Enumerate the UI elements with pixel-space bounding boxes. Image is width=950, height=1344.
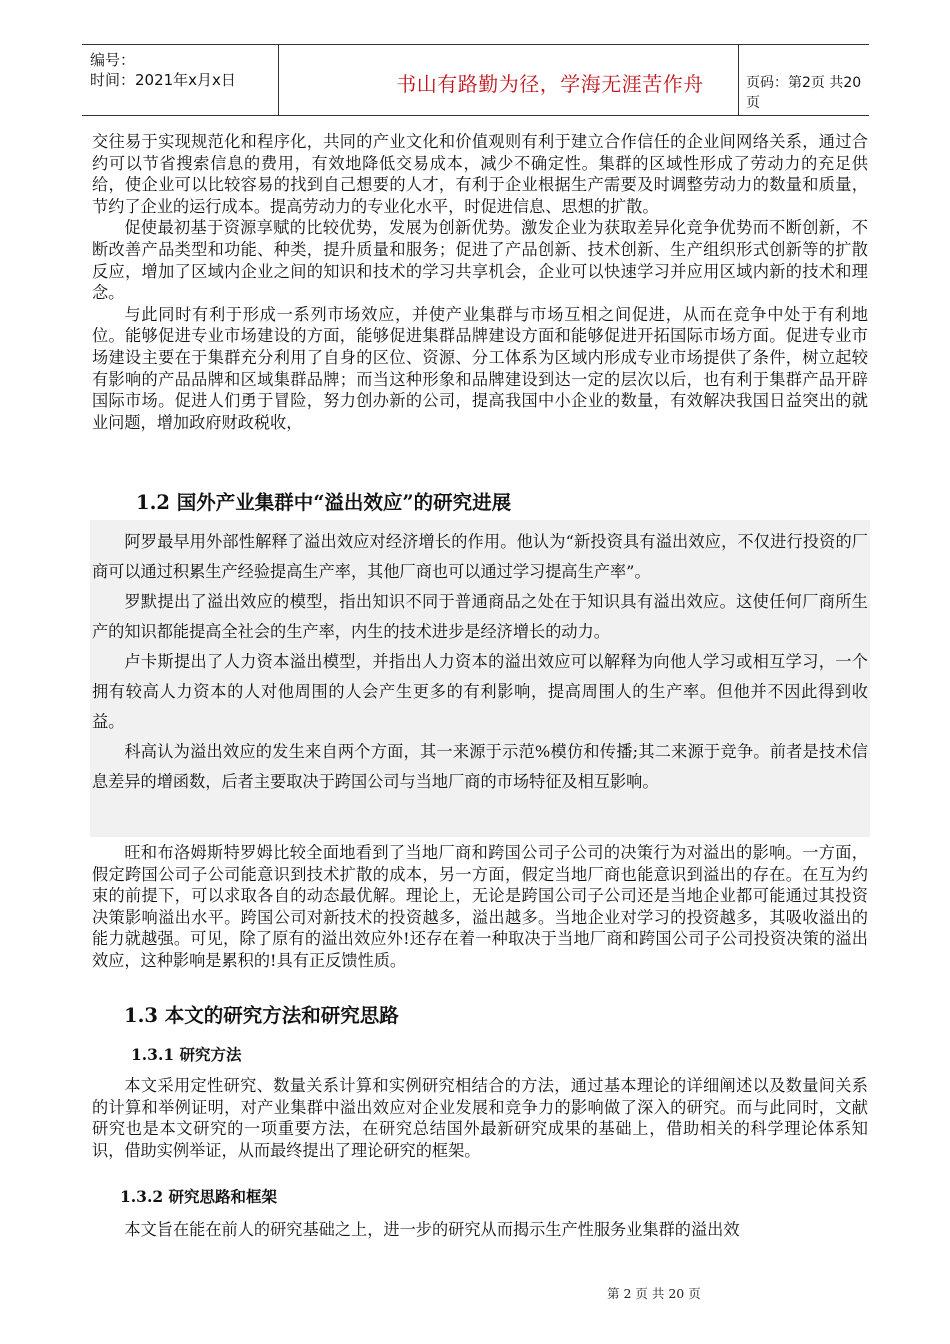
doc-code-label: 编号： [90,51,136,69]
header-motto: 书山有路勤为径，学海无涯苦作舟 [396,72,704,96]
header-page-info: 页码：第2页 共20页 [746,75,862,111]
paragraph: 旺和布洛姆斯特罗姆比较全面地看到了当地厂商和跨国公司子公司的决策行为对溢出的影响。一方面，假定跨国公司子公司能意识到技术扩散的成本，另一方面，假定当地厂商也能意识到溢出的存在。在互为约束的前提下，可以求取各自的动态最优解。理论上，无论是跨国公司子公司还是当地企业都可能通过其投资决策影响溢出水平。跨国公司对新技术的投资越多，溢出越多。当地企业对学习的投资越多，其吸收溢出的能力就越强。可见，除了原有的溢出效应外!还存在着一种取决于当地厂商和跨国公司子公司投资决策的溢出效应，这种影响是累积的!具有正反馈性质。 [92,843,868,970]
body-section-1-3-2 [92,1219,868,1241]
paragraph: 罗默提出了溢出效应的模型，指出知识不同于普通商品之处在于知识具有溢出效应。这使任何厂商所生产的知识都能提高全社会的生产率，内生的技术进步是经济增长的动力。 [92,592,868,641]
paragraph: 科高认为溢出效应的发生来自两个方面，其一来源于示范%模仿和传播;其二来源于竞争。前者是技术信息差异的增函数，后者主要取决于跨国公司与当地厂商的市场特征及相互影响。 [92,742,868,791]
header-divider [738,45,739,115]
paragraph: 卢卡斯提出了人力资本溢出模型，并指出人力资本的溢出效应可以解释为向他人学习或相互学习，一个拥有较高人力资本的人对他周围的人会产生更多的有利影响，提高周围人的生产率。但他并不因此得到收益。 [92,652,868,731]
doc-time-label: 时间：2021年x月x日 [90,71,236,89]
header-meta [90,50,236,90]
paragraph: 本文旨在能在前人的研究基础之上，进一步的研究从而揭示生产性服务业集群的溢出效 [124,1220,740,1239]
page-header [82,44,869,116]
body-section-1-2 [92,527,868,797]
section-heading-1-3-1: 1.3.1 研究方法 [131,1045,242,1064]
section-heading-1-2: 1.2 国外产业集群中“溢出效应”的研究进展 [136,491,512,514]
paragraph: 阿罗最早用外部性解释了溢出效应对经济增长的作用。他认为“新投资具有溢出效应，不仅进行投资的厂商可以通过积累生产经验提高生产率，其他厂商也可以通过学习提高生产率”。 [92,532,868,581]
paragraph: 促使最初基于资源享赋的比较优势，发展为创新优势。激发企业为获取差异化竞争优势而不断创新，不断改善产品类型和功能、种类，提升质量和服务；促进了产品创新、技术创新、生产组织形式创新等的扩散反应，增加了区域内企业之间的知识和技术的学习共享机会，企业可以快速学习并应用区域内新的技术和理念。 [92,218,868,303]
body-section-1-3-1 [92,1075,868,1161]
paragraph: 与此同时有利于形成一系列市场效应，并使产业集群与市场互相之间促进，从而在竞争中处于有利地位。能够促进专业市场建设的方面，能够促进集群品牌建设方面和能够促进开拓国际市场方面。促进专业市场建设主要在于集群充分利用了自身的区位、资源、分工体系为区域内形成专业市场提供了条件，树立起较有影响的产品品牌和区域集群品牌；而当这种形象和品牌建设到达一定的层次以后，也有利于集群产品开辟国际市场。促进人们勇于冒险，努力创办新的公司，提高我国中小企业的数量，有效解决我国日益突出的就业问题，增加政府财政税收， [92,304,868,432]
page-number: 第 2 页 共 20 页 [607,1286,701,1301]
body-section-1-2b [92,842,868,972]
paragraph: 交往易于实现规范化和程序化，共同的产业文化和价值观则有利于建立合作信任的企业间网络关系，通过合约可以节省搜索信息的费用，有效地降低交易成本，减少不确定性。集群的区域性形成了劳动力的充足供给，使企业可以比较容易的找到自己想要的人才，有利于企业根据生产需要及时调整劳动力的数量和质量，节约了企业的运行成本。提高劳动力的专业化水平，时促进信息、思想的扩散。 [92,132,868,216]
section-heading-1-3: 1.3 本文的研究方法和研究思路 [124,1004,399,1027]
body-section-1 [92,131,868,433]
paragraph: 本文采用定性研究、数量关系计算和实例研究相结合的方法，通过基本理论的详细阐述以及数量间关系的计算和举例证明，对产业集群中溢出效应对企业发展和竞争力的影响做了深入的研究。而与此同时，文献研究也是本文研究的一项重要方法，在研究总结国外最新研究成果的基础上，借助相关的科学理论体系知识，借助实例举证，从而最终提出了理论研究的框架。 [92,1076,868,1160]
section-heading-1-3-2: 1.3.2 研究思路和框架 [120,1187,278,1206]
header-divider [278,45,279,115]
